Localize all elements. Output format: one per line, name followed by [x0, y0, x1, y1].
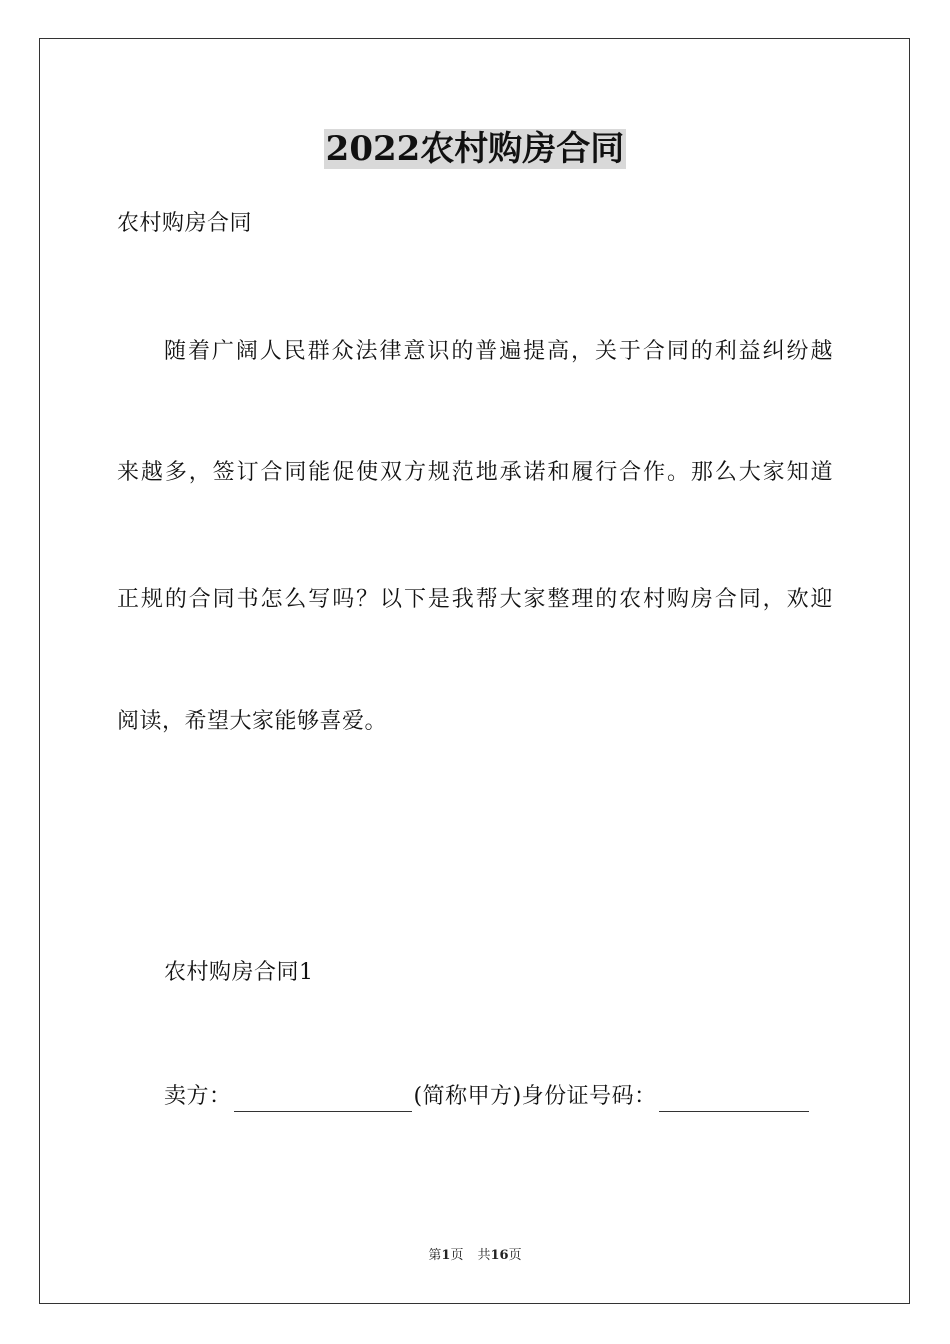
footer-total-number: 16	[490, 1248, 509, 1263]
section-heading: 农村购房合同1	[164, 960, 314, 985]
document-subtitle: 农村购房合同	[117, 211, 253, 236]
footer-total-suffix: 页	[508, 1248, 522, 1263]
intro-line-2: 来越多，签订合同能促使双方规范地承诺和履行合作。那么大家知道	[117, 460, 833, 485]
footer-page-prefix: 第	[428, 1248, 442, 1263]
seller-line	[164, 1082, 811, 1112]
document-title	[0, 128, 950, 170]
page-footer	[0, 1247, 950, 1265]
document-title-text: 2022农村购房合同	[325, 129, 625, 169]
seller-label: 卖方：	[164, 1084, 232, 1109]
intro-line-4: 阅读，希望大家能够喜爱。	[117, 709, 388, 734]
seller-id-blank[interactable]	[659, 1089, 809, 1112]
seller-name-blank[interactable]	[234, 1089, 412, 1112]
footer-page-suffix: 页	[450, 1248, 464, 1263]
intro-line-3: 正规的合同书怎么写吗？以下是我帮大家整理的农村购房合同，欢迎	[117, 587, 833, 612]
seller-line-middle: (简称甲方)身份证号码：	[413, 1084, 657, 1109]
footer-page-number: 1	[441, 1248, 451, 1263]
footer-total-prefix: 共	[477, 1248, 491, 1263]
intro-line-1: 随着广阔人民群众法律意识的普遍提高，关于合同的利益纠纷越	[164, 339, 833, 364]
